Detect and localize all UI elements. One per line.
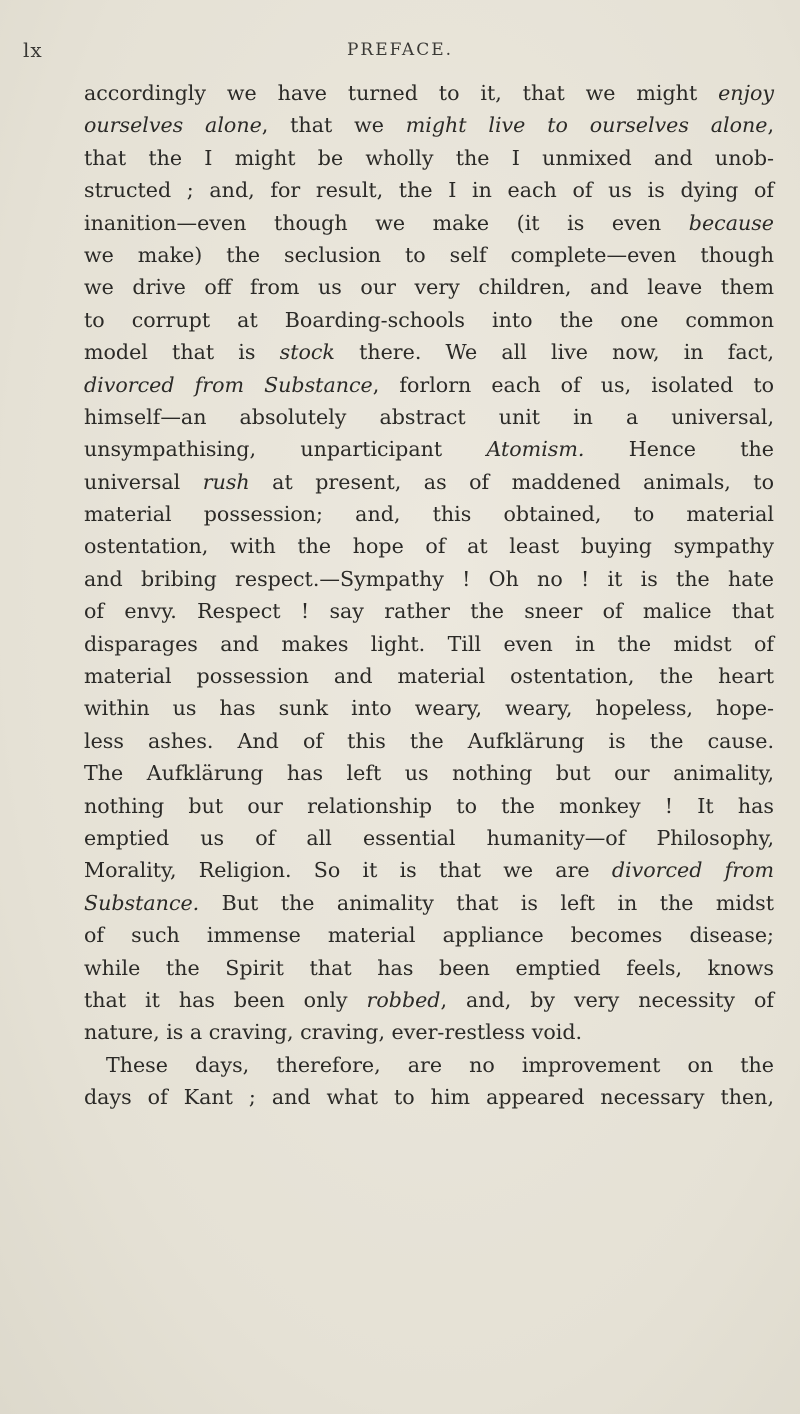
text-line: disparages and makes light. Till even in the midst of <box>84 631 774 656</box>
text-line: nothing but our relationship to the monkey ! It has <box>84 793 774 818</box>
text-line: and bribing respect.—Sympathy ! Oh no ! it is the hate <box>84 566 774 591</box>
text-line: unsympathising, unparticipant Atomism. Hence the <box>84 437 774 462</box>
text-line: while the Spirit that has been emptied feels, knows <box>84 955 774 980</box>
text-line: material possession and material ostentation, the heart <box>84 664 774 689</box>
text-line: we drive off from us our very children, and leave them <box>84 275 774 300</box>
text-line: less ashes. And of this the Aufklärung is the cause. <box>84 728 774 753</box>
text-line: Morality, Religion. So it is that we are divorced from <box>84 858 774 883</box>
text-line: himself—an absolutely abstract unit in a universal, <box>84 404 774 429</box>
text-line: material possession; and, this obtained, to material <box>84 502 774 527</box>
text-line: days of Kant ; and what to him appeared necessary then, <box>84 1085 774 1110</box>
text-line: inanition—even though we make (it is even because <box>84 210 774 235</box>
text-line: divorced from Substance, forlorn each of us, isolated to <box>84 372 774 397</box>
body-text <box>84 77 774 1114</box>
text-line: emptied us of all essential humanity—of Philosophy, <box>84 825 774 850</box>
text-line: nature, is a craving, craving, ever-restless void. <box>84 1020 583 1045</box>
text-line: The Aufklärung has left us nothing but our animality, <box>84 761 774 786</box>
text-line: that the I might be wholly the I unmixed and unob- <box>84 145 774 170</box>
text-line: Substance. But the animality that is left in the midst <box>84 890 774 915</box>
text-line: ourselves alone, that we might live to ourselves alone, <box>84 113 775 138</box>
text-line: we make) the seclusion to self complete—even though <box>84 242 774 267</box>
text-line: structed ; and, for result, the I in each of us is dying of <box>84 178 774 203</box>
text-line: universal rush at present, as of maddened animals, to <box>84 469 774 494</box>
text-line: within us has sunk into weary, weary, hopeless, hope- <box>84 696 774 721</box>
text-line: model that is stock there. We all live now, in fact, <box>84 340 774 365</box>
running-title: PREFACE. <box>346 40 454 60</box>
text-line: of such immense material appliance becomes disease; <box>84 923 774 948</box>
text-line: of envy. Respect ! say rather the sneer of malice that <box>84 599 774 624</box>
text-line: to corrupt at Boarding-schools into the one common <box>84 307 774 332</box>
page-number: lx <box>23 38 43 62</box>
text-line: ostentation, with the hope of at least buying sympathy <box>84 534 774 559</box>
text-line: accordingly we have turned to it, that we might enjoy <box>84 81 774 105</box>
text-line: These days, therefore, are no improvement on the <box>106 1052 774 1077</box>
text-line: that it has been only robbed, and, by very necessity of <box>84 987 774 1012</box>
